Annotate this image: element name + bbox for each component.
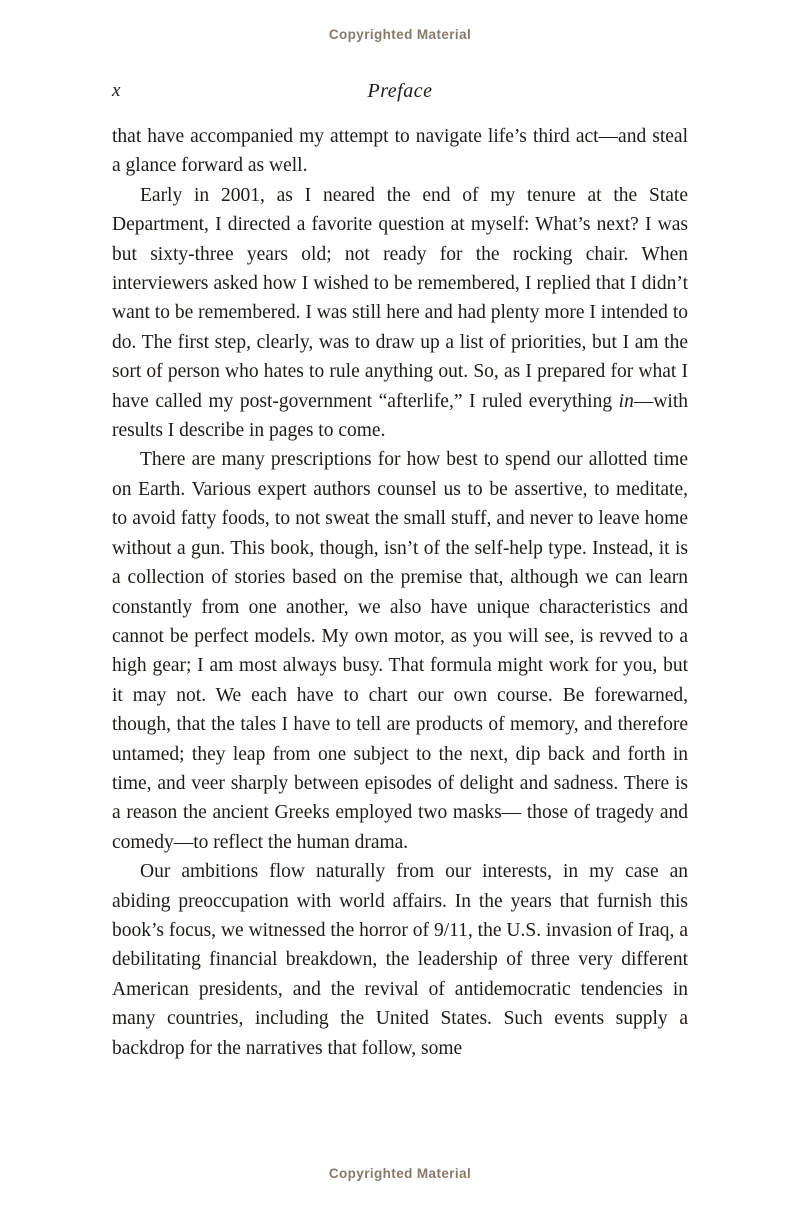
page-header (112, 80, 688, 106)
page-number: x (112, 80, 121, 101)
paragraph (112, 181, 688, 446)
paragraph (112, 445, 688, 857)
copyright-notice-top: Copyrighted Material (328, 27, 472, 42)
paragraph-text: that have accompanied my attempt to navigate life’s third act—and steal a glance forward as well. (112, 126, 688, 177)
paragraph (112, 857, 688, 1063)
page-body (112, 122, 688, 1063)
italic-text: in (618, 390, 634, 412)
page-title: Preface (367, 80, 433, 102)
copyright-notice-bottom: Copyrighted Material (328, 1166, 472, 1181)
paragraph-text: —with results I describe in pages to come. (112, 390, 688, 442)
paragraph-text: Early in 2001, as I neared the end of my tenure at the State Department, I directed a favorite question at myself: What’s next? I was but sixty-three years old; not ready for the rocking chair. When interviewers asked how I wished to be remembered, I replied that I didn’t want to be remembered. I was still here and had plenty more I intended to do. The first step, clearly, was to draw up a list of priorities, but I am the sort of person who hates to rule anything out. So, as I prepared for what I have called my post-government “afterlife,” I ruled everything (112, 184, 688, 412)
paragraph-text: Our ambitions flow naturally from our interests, in my case an abiding preoccupation with world affairs. In the years that furnish this book’s focus, we witnessed the horror of 9/11, the U.S. invasion of Iraq, a debilitating financial breakdown, the leadership of three very different American presidents, and the revival of antidemocratic tendencies in many countries, including the United States. Such events supply a backdrop for the narratives that follow, some (112, 861, 688, 1059)
paragraph (112, 122, 688, 181)
paragraph-text: There are many prescriptions for how best to spend our allotted time on Earth. Various expert authors counsel us to be assertive, to meditate, to avoid fatty foods, to not sweat the small stuff, and never to leave home without a gun. This book, though, isn’t of the self-help type. Instead, it is a collection of stories based on the premise that, although we can learn constantly from one another, we also have unique characteristics and cannot be perfect models. My own motor, as you will see, is revved to a high gear; I am most always busy. That formula might work for you, but it may not. We each have to chart our own course. Be forewarned, though, that the tales I have to tell are products of memory, and therefore untamed; they leap from one subject to the next, dip back and forth in time, and veer sharply between episodes of delight and sadness. There is a reason the ancient Greeks employed two masks— those of tragedy and comedy—to reflect the human drama. (112, 449, 688, 853)
